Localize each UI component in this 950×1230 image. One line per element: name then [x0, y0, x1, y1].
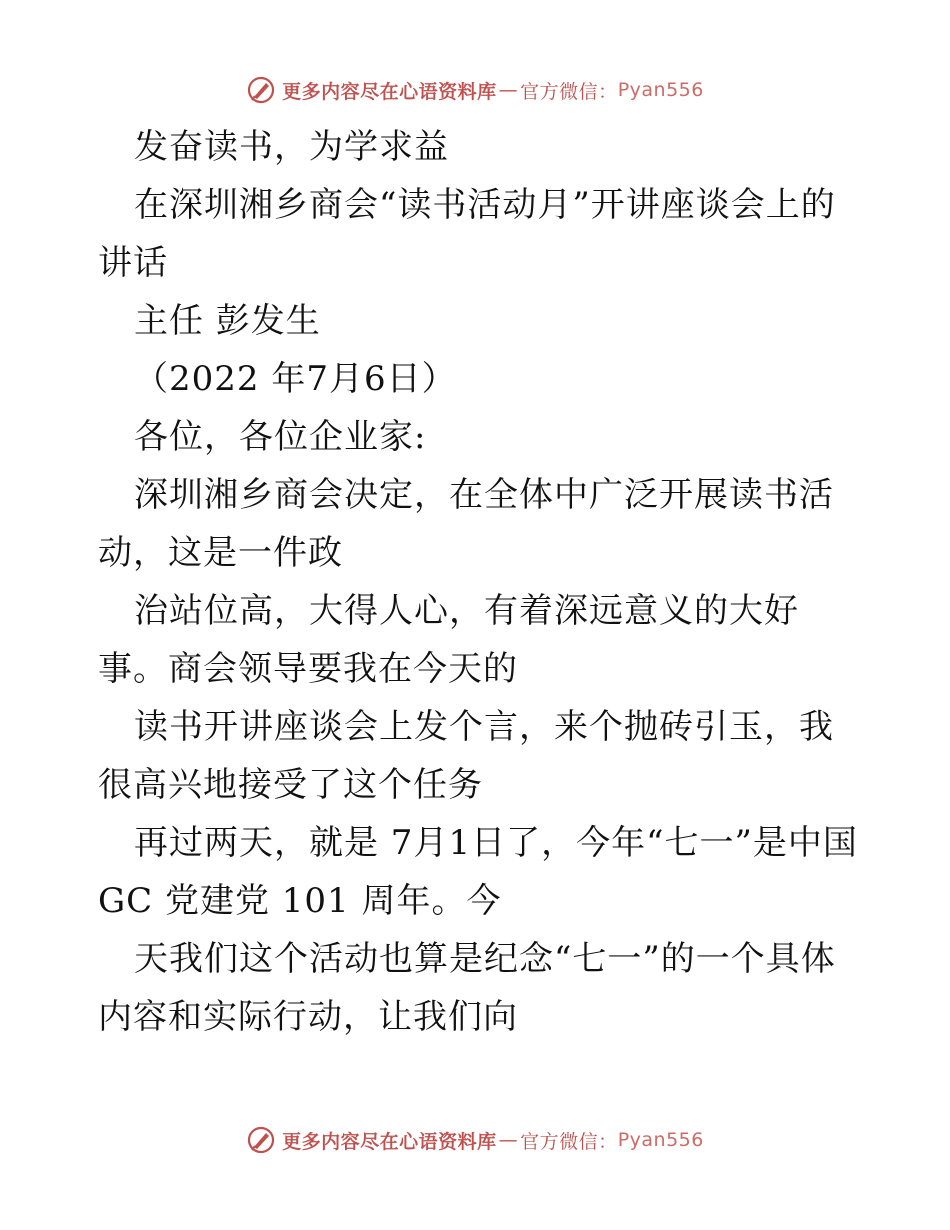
watermark-dash: — [498, 79, 519, 101]
watermark-official-label: 官方微信： [520, 1130, 618, 1153]
footer-watermark [0, 1120, 950, 1160]
document-paragraph: 治站位高，大得人心，有着深远意义的大好事。商会领导要我在今天的 [98, 591, 799, 689]
document-date: （2022 年7月6日） [134, 359, 457, 399]
document-paragraph: 再过两天，就是 7月1日了，今年“七一”是中国 GC 党建党 101 周年。今 [98, 823, 870, 921]
watermark-brand: 更多内容尽在心语资料库 [282, 1130, 497, 1153]
document-title: 发奋读书，为学求益 [134, 127, 449, 167]
watermark-wechat-id: Pyan556 [617, 79, 704, 101]
document-paragraph: 天我们这个活动也算是纪念“七一”的一个具体内容和实际行动，让我们向 [98, 939, 836, 1037]
quill-logo-icon [246, 1125, 276, 1155]
document-paragraph: 深圳湘乡商会决定，在全体中广泛开展读书活动，这是一件政 [98, 475, 834, 573]
document-paragraph: 读书开讲座谈会上发个言，来个抛砖引玉，我很高兴地接受了这个任务 [98, 707, 834, 805]
header-watermark [0, 70, 950, 110]
watermark-official-label: 官方微信： [520, 80, 618, 103]
quill-logo-icon [246, 75, 276, 105]
watermark-wechat-id: Pyan556 [617, 1129, 704, 1151]
document-subtitle: 在深圳湘乡商会“读书活动月”开讲座谈会上的讲话 [98, 185, 836, 283]
document-body [98, 118, 870, 1046]
watermark-dash: — [498, 1129, 519, 1151]
document-salutation: 各位，各位企业家: [134, 417, 427, 457]
document-author: 主任 彭发生 [134, 301, 321, 341]
watermark-brand: 更多内容尽在心语资料库 [282, 80, 497, 103]
